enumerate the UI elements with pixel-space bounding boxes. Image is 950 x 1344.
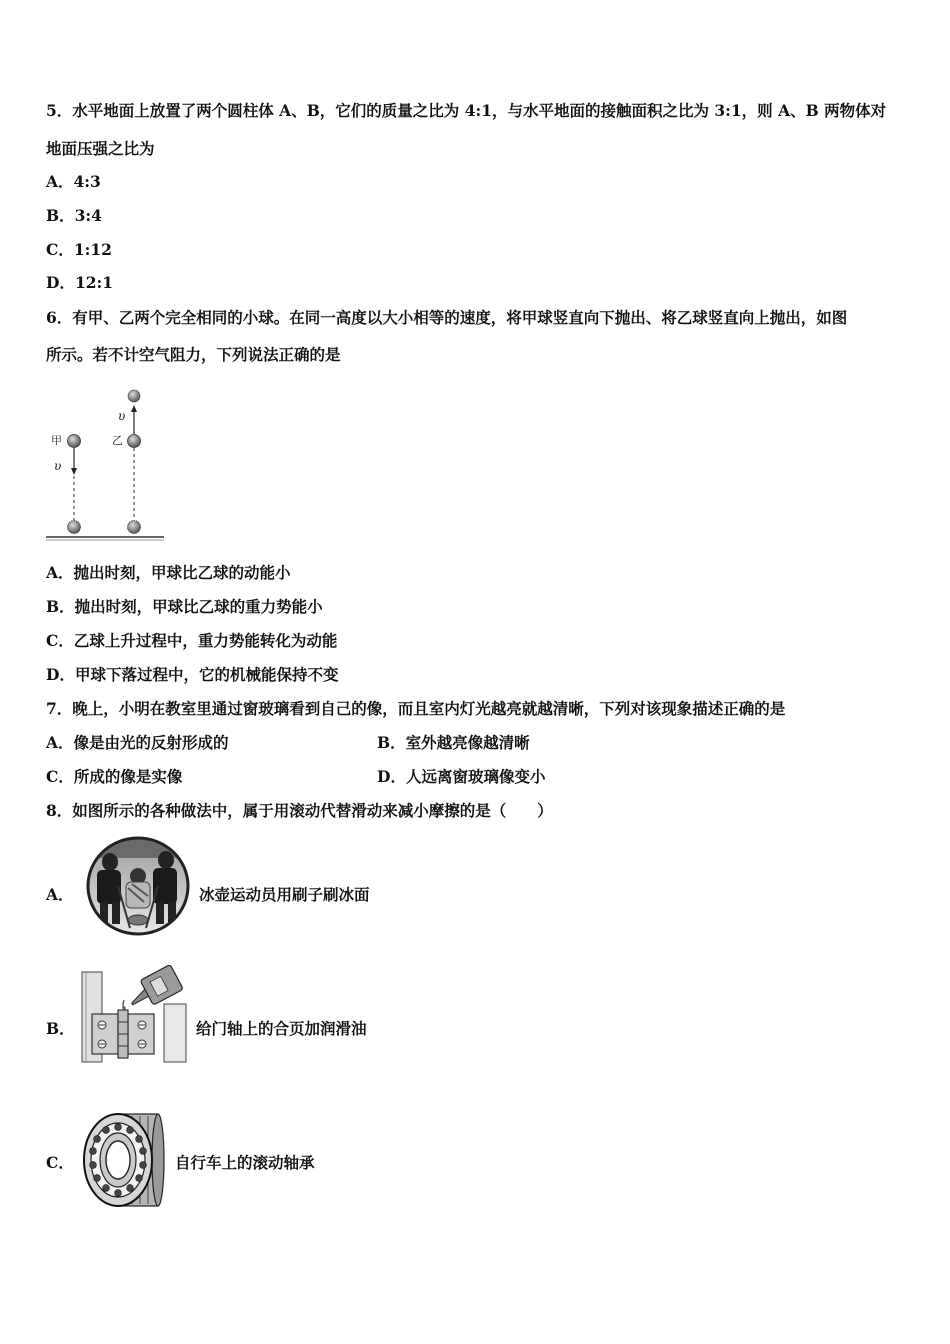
v-label-yi: υ [118,409,126,423]
q8-option-c-letter: C． [46,1153,74,1172]
ball-bearing-drawing [80,1108,166,1212]
ball-yi-ground [128,521,141,534]
hinge-oil-drawing [80,964,188,1064]
q5-option-c: C．1:12 [46,240,112,259]
q8-option-b-caption: 给门轴上的合页加润滑油 [196,1019,367,1038]
ball-yi-top [128,390,140,402]
q7-option-b: B．室外越亮像越清晰 [377,733,530,752]
q8-option-a-caption: 冰壶运动员用刷子刷冰面 [199,885,370,904]
q5-stem-line2: 地面压强之比为 [46,139,155,158]
q6-option-c: C．乙球上升过程中，重力势能转化为动能 [46,631,338,650]
ball-jia-ground [68,521,81,534]
curling-photo [82,836,194,936]
q8-option-c-caption: 自行车上的滚动轴承 [175,1153,315,1172]
q6-ball-diagram [44,384,168,544]
q7-stem: 7．晚上，小明在教室里通过窗玻璃看到自己的像，而且室内灯光越亮就越清晰，下列对该现象描述正确的是 [46,699,786,718]
q5-option-d: D．12:1 [46,273,114,292]
q5-option-b: B．3:4 [46,206,102,225]
q6-option-a: A．抛出时刻，甲球比乙球的动能小 [46,563,291,582]
ball-jia-start [68,435,81,448]
q6-stem-line1: 6．有甲、乙两个完全相同的小球。在同一高度以大小相等的速度，将甲球竖直向下抛出、将乙球竖直向上抛出，如图 [46,308,848,327]
label-yi: 乙 [112,434,123,447]
q7-option-d: D．人远离窗玻璃像变小 [377,767,546,786]
ball-yi-start [128,435,141,448]
q8-stem: 8．如图所示的各种做法中，属于用滚动代替滑动来减小摩擦的是（ ） [46,801,553,820]
q7-option-c: C．所成的像是实像 [46,767,183,786]
q8-option-a-letter: A． [46,885,74,904]
q6-option-d: D．甲球下落过程中，它的机械能保持不变 [46,665,339,684]
q7-option-a: A．像是由光的反射形成的 [46,733,229,752]
q6-option-b: B．抛出时刻，甲球比乙球的重力势能小 [46,597,323,616]
label-jia: 甲 [51,434,62,447]
v-label-jia: υ [54,459,62,473]
q5-stem-line1: 5．水平地面上放置了两个圆柱体 A、B，它们的质量之比为 4:1，与水平地面的接触面积之比为 3:1，则 A、B 两物体对 [46,101,887,120]
q5-option-a: A．4:3 [46,172,101,191]
q8-option-b-letter: B． [46,1019,75,1038]
q6-stem-line2: 所示。若不计空气阻力，下列说法正确的是 [46,345,341,364]
